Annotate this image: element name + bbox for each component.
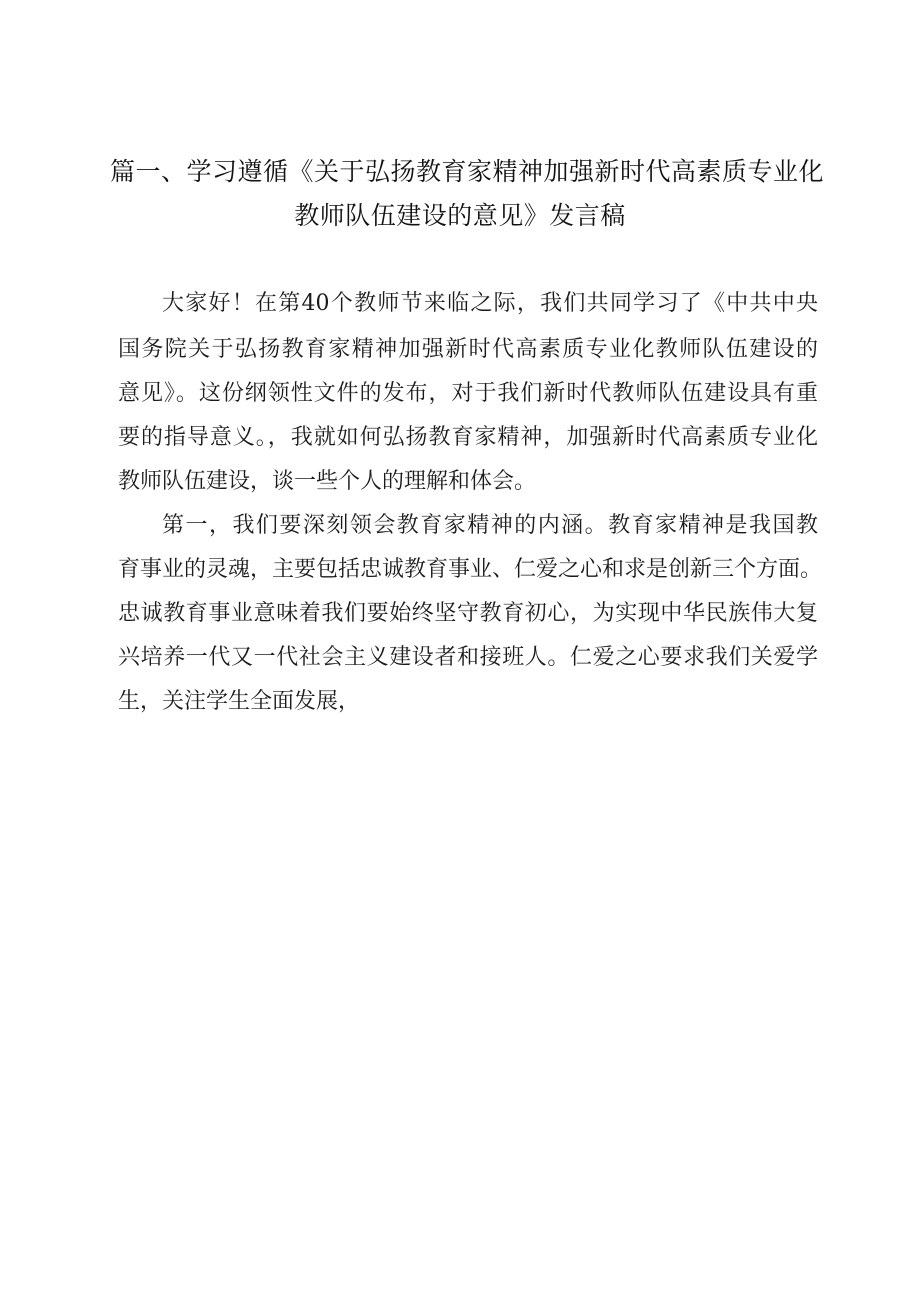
paragraph-1-line-2: 国务院关于弘扬教育家精神加强新时代高素质专业化教师队伍建设的 bbox=[118, 337, 818, 362]
paragraph-2-line-3: 忠诚教育事业意味着我们要始终坚守教育初心，为实现中华民族伟大复 bbox=[118, 601, 818, 626]
paragraph-1-line-4: 要的指导意义。，我就如何弘扬教育家精神，加强新时代高素质专业化 bbox=[118, 425, 818, 450]
paragraph-1-line-1: 大家好！在第40个教师节来临之际，我们共同学习了《中共中央 bbox=[162, 291, 818, 316]
paragraph-2-line-1: 第一，我们要深刻领会教育家精神的内涵。教育家精神是我国教 bbox=[162, 513, 818, 538]
paragraph-1-line-3: 意见》。这份纲领性文件的发布，对于我们新时代教师队伍建设具有重 bbox=[118, 381, 818, 406]
document-title-line-1: 篇一、学习遵循《关于弘扬教育家精神加强新时代高素质专业化 bbox=[110, 157, 825, 186]
document-title-line-2: 教师队伍建设的意见》发言稿 bbox=[294, 201, 626, 230]
paragraph-2-line-4: 兴培养一代又一代社会主义建设者和接班人。仁爱之心要求我们关爱学 bbox=[118, 645, 818, 670]
paragraph-2-line-2: 育事业的灵魂，主要包括忠诚教育事业、仁爱之心和求是创新三个方面。 bbox=[118, 557, 823, 582]
paragraph-2-line-5: 生，关注学生全面发展， bbox=[118, 689, 361, 714]
paragraph-1-line-5: 教师队伍建设，谈一些个人的理解和体会。 bbox=[118, 469, 537, 494]
